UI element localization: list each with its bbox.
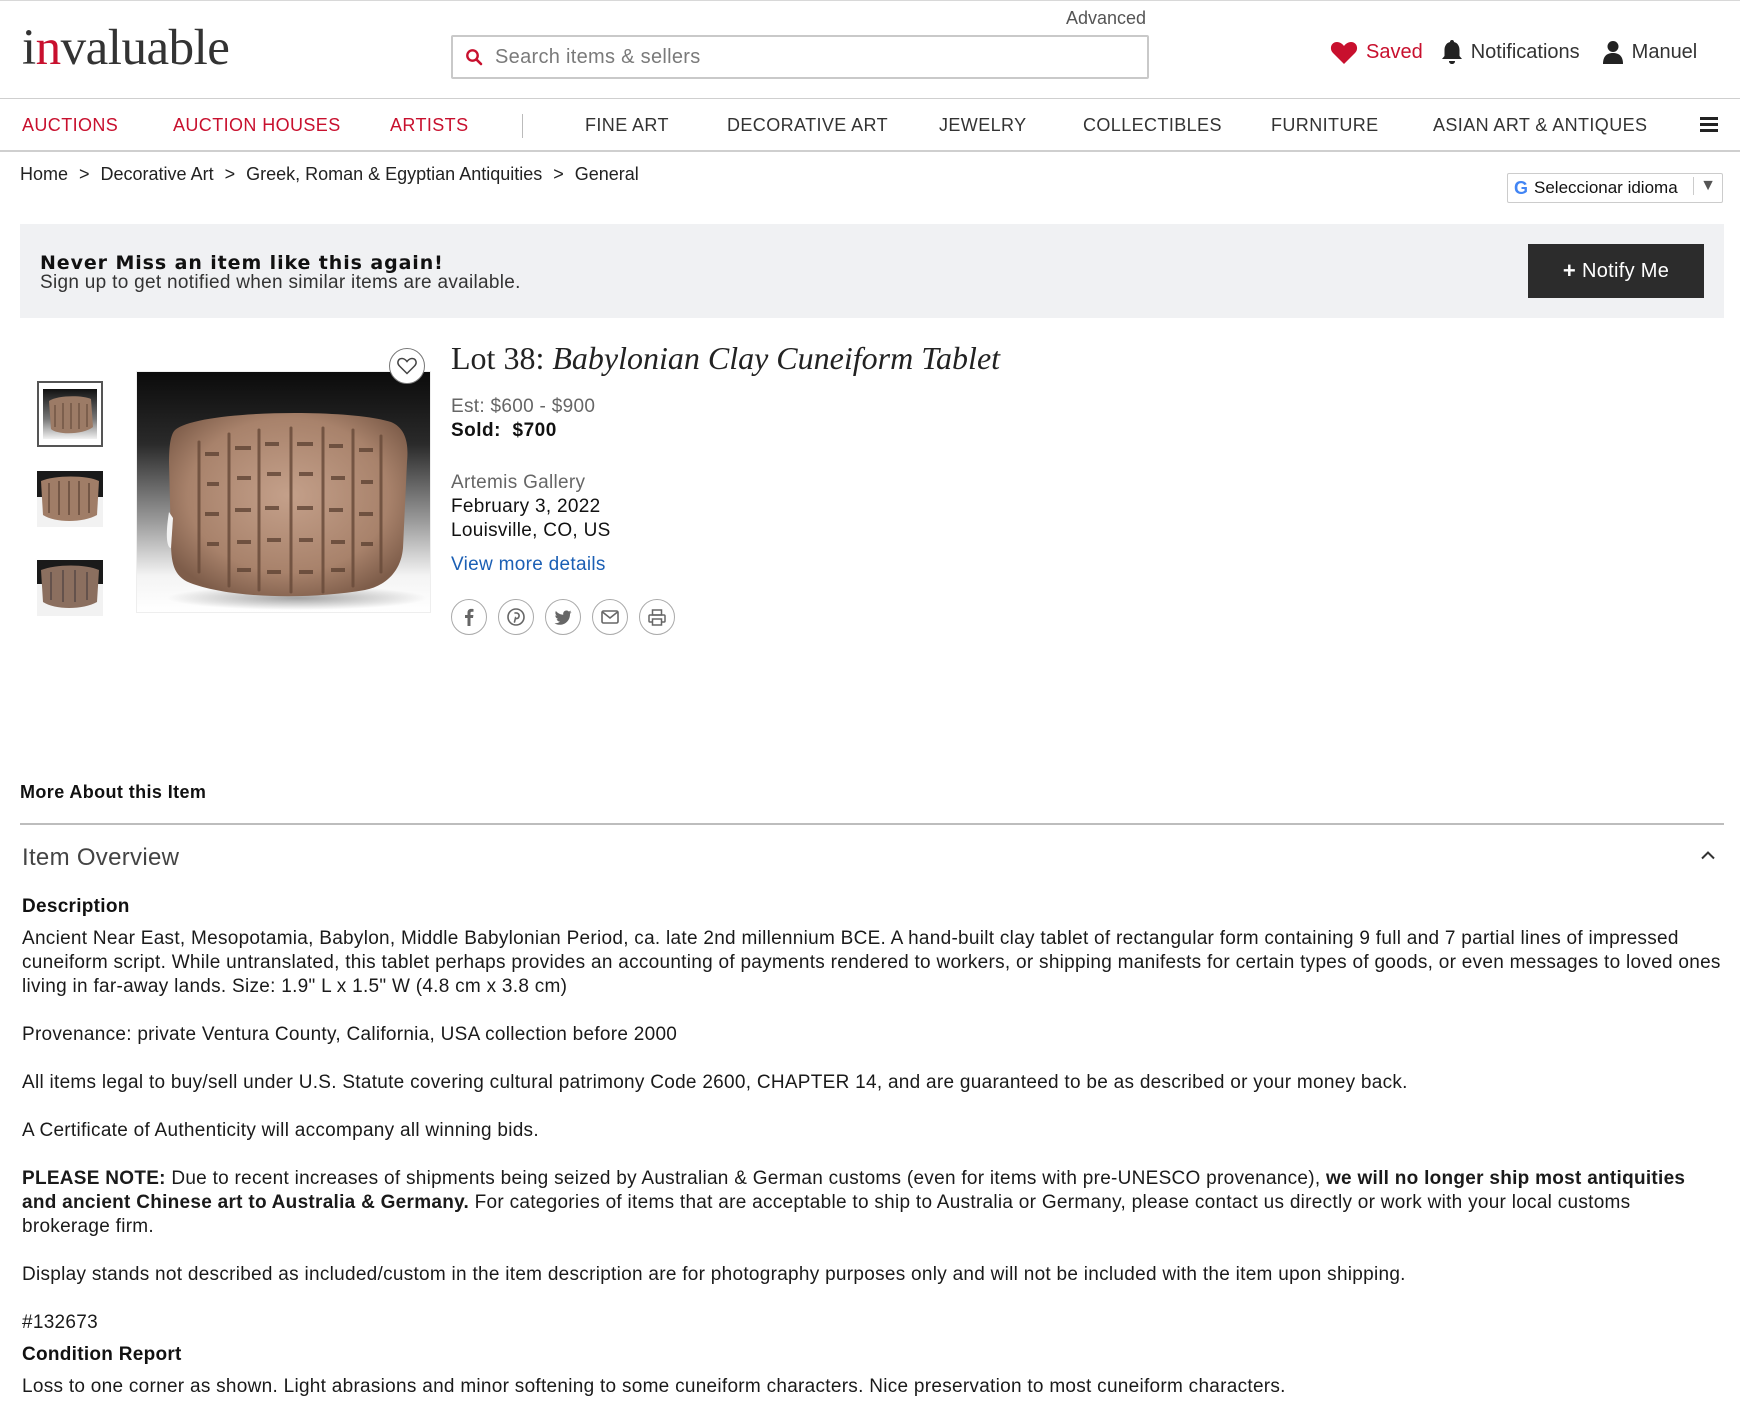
language-selector[interactable] (1507, 173, 1723, 203)
twitter-icon (554, 610, 572, 625)
nav-auctions[interactable]: AUCTIONS (22, 115, 119, 135)
facebook-icon (464, 608, 474, 626)
main-item-image[interactable] (136, 371, 431, 613)
notifications-link[interactable] (1441, 39, 1580, 65)
nav-asian-art[interactable]: ASIAN ART & ANTIQUES (1433, 115, 1648, 135)
banner-subtitle: Sign up to get notified when similar items are available. (40, 272, 521, 293)
tablet-thumbnail-image (43, 389, 97, 439)
thumbnail-3[interactable] (37, 560, 103, 616)
email-icon (601, 610, 619, 624)
share-print-button[interactable] (639, 599, 675, 635)
site-logo[interactable]: invaluable (22, 20, 230, 76)
save-item-button[interactable] (389, 348, 425, 384)
thumbnail-2[interactable] (37, 471, 103, 527)
please-note-text: Due to recent increases of shipments being seized by Australian & German customs (even for items with pre-UNESCO provenance), (165, 1168, 1326, 1189)
condition-report-text: Loss to one corner as shown. Light abrasions and minor softening to some cuneiform characters. Nice preservation to most cuneiform characters. (22, 1376, 1286, 1397)
auction-date: February 3, 2022 (451, 496, 601, 517)
breadcrumb-separator: > (553, 164, 564, 184)
section-divider (20, 823, 1724, 825)
nav-fine-art[interactable]: FINE ART (585, 115, 669, 135)
lot-name: Babylonian Clay Cuneiform Tablet (552, 340, 1001, 376)
share-email-button[interactable] (592, 599, 628, 635)
please-note-bold: we will no longer ship most antiquities and ancient Chinese art to Australia & Germany. (22, 1168, 1686, 1213)
display-stands-paragraph: Display stands not described as included/custom in the item description are for photography purposes only and will not be included with the item upon shipping. (22, 1264, 1406, 1285)
nav-furniture[interactable]: FURNITURE (1271, 115, 1379, 135)
provenance-paragraph: Provenance: private Ventura County, California, USA collection before 2000 (22, 1024, 678, 1045)
share-pinterest-button[interactable] (498, 599, 534, 635)
user-name: Manuel (1631, 40, 1698, 63)
nav-divider (522, 114, 523, 138)
bell-icon (1441, 39, 1463, 65)
dropdown-arrow-icon: ▼ (1693, 177, 1716, 195)
cuneiform-tablet-image (137, 372, 431, 613)
user-menu[interactable] (1602, 40, 1698, 64)
language-label: Seleccionar idioma (1534, 178, 1678, 197)
notifications-label: Notifications (1470, 40, 1580, 63)
saved-label: Saved (1366, 40, 1423, 63)
print-icon (648, 609, 666, 626)
share-buttons (451, 599, 675, 635)
description-heading: Description (22, 896, 130, 917)
heart-outline-icon (397, 357, 417, 375)
share-twitter-button[interactable] (545, 599, 581, 635)
notify-me-label: Notify Me (1581, 259, 1670, 282)
legal-paragraph: All items legal to buy/sell under U.S. Statute covering cultural patrimony Code 2600, CHAPTER 14, and are guaranteed to be as described or your money back. (22, 1072, 1408, 1093)
share-facebook-button[interactable] (451, 599, 487, 635)
saved-link[interactable] (1330, 40, 1423, 65)
tablet-thumbnail-image (37, 471, 103, 527)
breadcrumb-home[interactable]: Home (20, 164, 69, 184)
advanced-search-link[interactable]: Advanced (1066, 8, 1147, 28)
breadcrumb-separator: > (224, 164, 236, 184)
seller-name[interactable]: Artemis Gallery (451, 472, 586, 493)
thumbnail-1[interactable] (37, 381, 103, 447)
breadcrumb-decorative-art[interactable]: Decorative Art (100, 164, 214, 184)
search-box[interactable] (451, 35, 1149, 79)
pinterest-icon (507, 608, 525, 626)
condition-report-heading: Condition Report (22, 1344, 182, 1365)
notify-me-button[interactable] (1528, 244, 1704, 298)
breadcrumb-antiquities[interactable]: Greek, Roman & Egyptian Antiquities (246, 164, 543, 184)
breadcrumb-separator: > (79, 164, 90, 184)
auction-location: Louisville, CO, US (451, 520, 611, 541)
chevron-up-icon[interactable] (1700, 850, 1716, 860)
nav-decorative-art[interactable]: DECORATIVE ART (727, 115, 888, 135)
view-more-details-link[interactable]: View more details (451, 554, 606, 575)
nav-jewelry[interactable]: JEWELRY (939, 115, 1027, 135)
heart-icon (1330, 40, 1358, 65)
sold-price: Sold: $700 (451, 420, 557, 441)
item-overview-toggle[interactable]: Item Overview (22, 844, 180, 871)
banner-title: Never Miss an item like this again! (40, 252, 444, 274)
breadcrumb (20, 164, 639, 185)
item-description (22, 895, 1722, 1414)
please-note-paragraph (22, 1167, 1722, 1239)
please-note-label: PLEASE NOTE: (22, 1168, 166, 1189)
estimate: Est: $600 - $900 (451, 396, 596, 417)
breadcrumb-general[interactable]: General (574, 164, 639, 184)
description-paragraph: Ancient Near East, Mesopotamia, Babylon, Middle Babylonian Period, ca. late 2nd millennium BCE. A hand-built clay tablet of rectangular form containing 9 full and 7 partial lines of impressed cuneiform script. While untranslated, this tablet perhaps provides an accounting of payments rendered to workers, or shipping manifests for certain types of goods, or even messages to loved ones living in far-away lands. Size: 1.9" L x 1.5" W (4.8 cm x 3.8 cm) (22, 928, 1721, 997)
tablet-thumbnail-image (37, 560, 103, 616)
lot-number: Lot 38: (451, 340, 545, 376)
certificate-paragraph: A Certificate of Authenticity will accompany all winning bids. (22, 1120, 539, 1141)
item-number: #132673 (22, 1312, 98, 1333)
nav-artists[interactable]: ARTISTS (390, 115, 469, 135)
main-nav (0, 100, 1740, 152)
google-icon: G (1514, 177, 1529, 198)
nav-collectibles[interactable]: COLLECTIBLES (1083, 115, 1222, 135)
menu-icon[interactable] (1700, 117, 1718, 133)
lot-title (451, 340, 1000, 377)
plus-icon: + (1562, 258, 1576, 283)
search-input[interactable] (495, 46, 1095, 69)
please-note-text-2: For categories of items that are acceptable to ship to Australia or Germany, please contact us directly or work with your local customs brokerage firm. (22, 1192, 1631, 1237)
search-icon (465, 48, 483, 66)
site-header (0, 0, 1740, 99)
nav-auction-houses[interactable]: AUCTION HOUSES (173, 115, 341, 135)
notify-banner (20, 224, 1724, 318)
more-about-heading: More About this Item (20, 782, 207, 802)
user-icon (1602, 40, 1624, 64)
